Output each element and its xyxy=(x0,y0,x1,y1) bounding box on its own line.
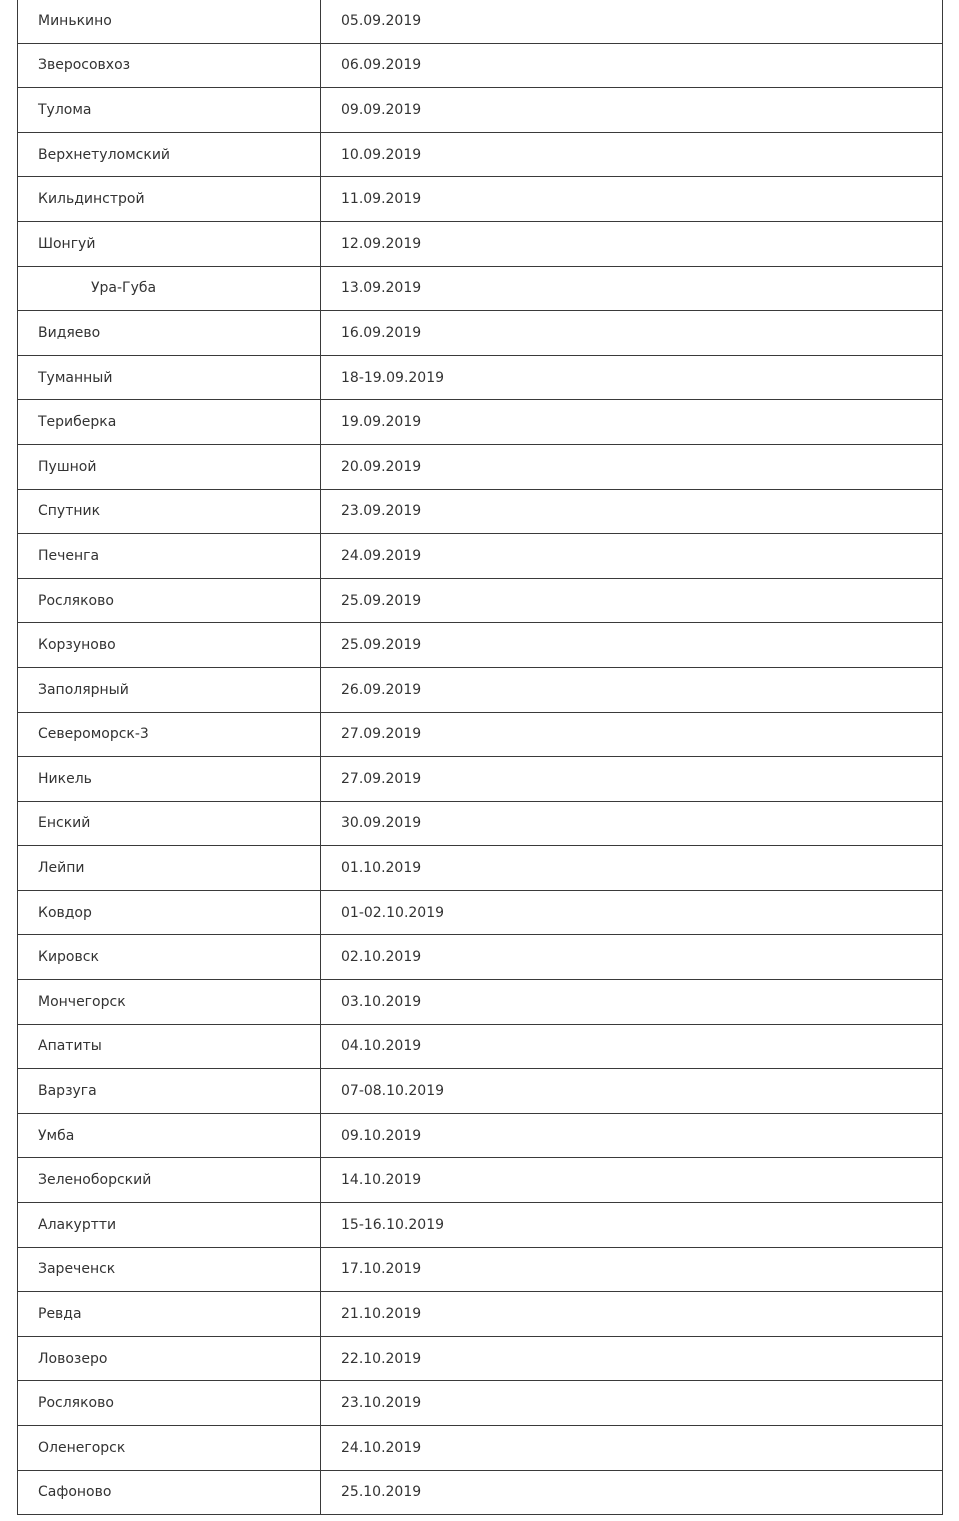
settlement-name-cell: Апатиты xyxy=(18,1024,321,1069)
visit-date-cell: 17.10.2019 xyxy=(321,1247,943,1292)
table-row xyxy=(18,1247,943,1292)
visit-date-cell: 24.09.2019 xyxy=(321,534,943,579)
table-row xyxy=(18,1292,943,1337)
settlement-name-cell: Зверосовхоз xyxy=(18,43,321,88)
settlement-name-cell: Умба xyxy=(18,1113,321,1158)
table-row xyxy=(18,1470,943,1515)
table-row xyxy=(18,935,943,980)
settlement-name-cell: Верхнетуломский xyxy=(18,132,321,177)
settlement-name-cell: Енский xyxy=(18,801,321,846)
visit-date-cell: 13.09.2019 xyxy=(321,266,943,311)
table-row xyxy=(18,43,943,88)
visit-date-cell: 21.10.2019 xyxy=(321,1292,943,1337)
settlement-name-cell: Корзуново xyxy=(18,623,321,668)
table-row xyxy=(18,578,943,623)
settlement-name-cell: Зеленоборский xyxy=(18,1158,321,1203)
table-row xyxy=(18,980,943,1025)
visit-date-cell: 25.09.2019 xyxy=(321,578,943,623)
table-row xyxy=(18,266,943,311)
table-row xyxy=(18,1336,943,1381)
visit-date-cell: 18-19.09.2019 xyxy=(321,355,943,400)
visit-date-cell: 23.10.2019 xyxy=(321,1381,943,1426)
table-row xyxy=(18,801,943,846)
table-row xyxy=(18,1203,943,1248)
visit-date-cell: 10.09.2019 xyxy=(321,132,943,177)
settlement-name-cell: Кильдинстрой xyxy=(18,177,321,222)
visit-date-cell: 09.10.2019 xyxy=(321,1113,943,1158)
settlement-name-cell: Заполярный xyxy=(18,667,321,712)
table-row xyxy=(18,1113,943,1158)
settlement-name-cell: Никель xyxy=(18,757,321,802)
table-row xyxy=(18,1381,943,1426)
settlement-name-cell: Ловозеро xyxy=(18,1336,321,1381)
settlement-name-cell: Ковдор xyxy=(18,890,321,935)
settlement-name-cell: Видяево xyxy=(18,311,321,356)
settlement-name-cell: Оленегорск xyxy=(18,1426,321,1471)
settlement-name-cell: Зареченск xyxy=(18,1247,321,1292)
visit-date-cell: 01.10.2019 xyxy=(321,846,943,891)
table-row xyxy=(18,757,943,802)
settlement-name-cell: Кировск xyxy=(18,935,321,980)
schedule-table xyxy=(17,0,943,1515)
settlement-name-cell: Минькино xyxy=(18,0,321,43)
visit-date-cell: 11.09.2019 xyxy=(321,177,943,222)
visit-date-cell: 04.10.2019 xyxy=(321,1024,943,1069)
visit-date-cell: 26.09.2019 xyxy=(321,667,943,712)
settlement-name-cell: Росляково xyxy=(18,578,321,623)
settlement-name-cell: Варзуга xyxy=(18,1069,321,1114)
visit-date-cell: 02.10.2019 xyxy=(321,935,943,980)
table-row xyxy=(18,667,943,712)
table-row xyxy=(18,400,943,445)
table-row xyxy=(18,846,943,891)
visit-date-cell: 27.09.2019 xyxy=(321,712,943,757)
visit-date-cell: 03.10.2019 xyxy=(321,980,943,1025)
table-row xyxy=(18,712,943,757)
visit-date-cell: 06.09.2019 xyxy=(321,43,943,88)
table-row xyxy=(18,444,943,489)
visit-date-cell: 12.09.2019 xyxy=(321,221,943,266)
visit-date-cell: 07-08.10.2019 xyxy=(321,1069,943,1114)
settlement-name-cell: Североморск-3 xyxy=(18,712,321,757)
settlement-name-cell: Мончегорск xyxy=(18,980,321,1025)
settlement-name-cell: Ура-Губа xyxy=(18,266,321,311)
settlement-name-cell: Росляково xyxy=(18,1381,321,1426)
table-row xyxy=(18,311,943,356)
visit-date-cell: 30.09.2019 xyxy=(321,801,943,846)
settlement-name-cell: Алакуртти xyxy=(18,1203,321,1248)
settlement-name-cell: Печенга xyxy=(18,534,321,579)
table-row xyxy=(18,1024,943,1069)
visit-date-cell: 01-02.10.2019 xyxy=(321,890,943,935)
table-row xyxy=(18,1158,943,1203)
settlement-name-cell: Сафоново xyxy=(18,1470,321,1515)
table-row xyxy=(18,890,943,935)
table-row xyxy=(18,1426,943,1471)
visit-date-cell: 27.09.2019 xyxy=(321,757,943,802)
visit-date-cell: 09.09.2019 xyxy=(321,88,943,133)
visit-date-cell: 14.10.2019 xyxy=(321,1158,943,1203)
table-row xyxy=(18,1069,943,1114)
visit-date-cell: 25.10.2019 xyxy=(321,1470,943,1515)
visit-date-cell: 24.10.2019 xyxy=(321,1426,943,1471)
settlement-name-cell: Шонгуй xyxy=(18,221,321,266)
schedule-table-body xyxy=(18,0,943,1515)
visit-date-cell: 25.09.2019 xyxy=(321,623,943,668)
settlement-name-cell: Туманный xyxy=(18,355,321,400)
visit-date-cell: 22.10.2019 xyxy=(321,1336,943,1381)
settlement-name-cell: Лейпи xyxy=(18,846,321,891)
table-row xyxy=(18,88,943,133)
table-row xyxy=(18,534,943,579)
table-row xyxy=(18,489,943,534)
table-row xyxy=(18,623,943,668)
table-row xyxy=(18,177,943,222)
settlement-name-cell: Пушной xyxy=(18,444,321,489)
visit-date-cell: 23.09.2019 xyxy=(321,489,943,534)
visit-date-cell: 20.09.2019 xyxy=(321,444,943,489)
settlement-name-cell: Териберка xyxy=(18,400,321,445)
visit-date-cell: 15-16.10.2019 xyxy=(321,1203,943,1248)
settlement-name-cell: Тулома xyxy=(18,88,321,133)
settlement-name-cell: Спутник xyxy=(18,489,321,534)
visit-date-cell: 16.09.2019 xyxy=(321,311,943,356)
table-row xyxy=(18,355,943,400)
table-row xyxy=(18,0,943,43)
visit-date-cell: 19.09.2019 xyxy=(321,400,943,445)
table-row xyxy=(18,132,943,177)
table-row xyxy=(18,221,943,266)
visit-date-cell: 05.09.2019 xyxy=(321,0,943,43)
settlement-name-cell: Ревда xyxy=(18,1292,321,1337)
